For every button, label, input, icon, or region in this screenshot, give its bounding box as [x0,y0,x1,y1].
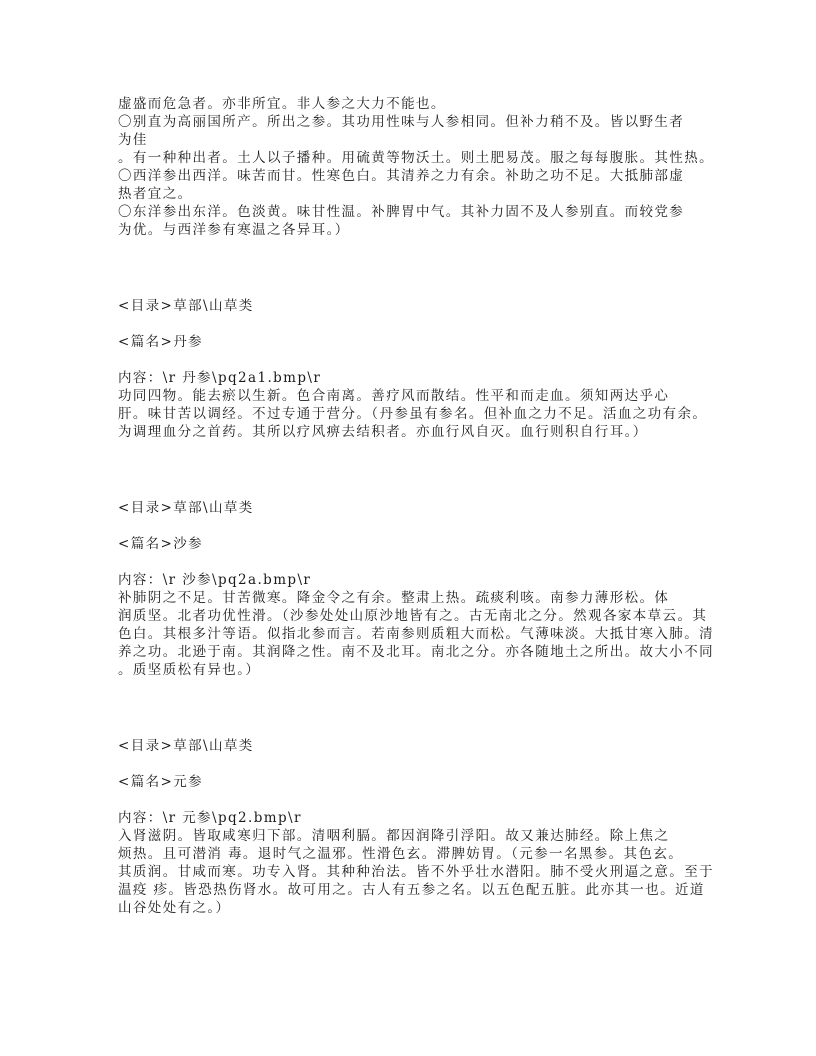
entry-title: <篇名>元参 [118,774,204,790]
text-line: 。有一种种出者。土人以子播种。用硫黄等物沃土。则土肥易茂。服之每每腹胀。其性热。 [118,150,714,166]
entry-title: <篇名>丹参 [118,334,204,350]
text-line: 〇东洋参出东洋。色淡黄。味甘性温。补脾胃中气。其补力固不及人参别直。而较党参 [118,204,685,220]
catalog-heading: <目录>草部\山草类 [118,500,254,516]
text-line: 为调理血分之首药。其所以疗风痹去结积者。亦血行风自灭。血行则积自行耳。） [118,424,648,440]
entry-danshen [118,297,718,441]
content-head: 内容：\r 元参\pq2.bmp\r [118,810,302,826]
text-line: 色白。其根多汁等语。似指北参而言。若南参则质粗大而松。气薄味淡。大抵甘寒入肺。清 [118,626,714,642]
entry-title: <篇名>沙参 [118,536,204,552]
intro-block [118,95,718,239]
content-head: 内容：\r 丹参\pq2a1.bmp\r [118,370,322,386]
text-line: 肝。味甘苦以调经。不过专通于营分。（丹参虽有参名。但补血之力不足。活血之功有余。 [118,406,708,422]
text-line: 为佳 [118,132,148,148]
catalog-heading: <目录>草部\山草类 [118,298,254,314]
document-page [118,95,718,917]
text-line: 其质润。甘咸而寒。功专入肾。其种种治法。皆不外乎壮水潜阳。肺不受火刑逼之意。至于 [118,864,714,880]
text-line: 〇别直为高丽国所产。所出之参。其功用性味与人参相同。但补力稍不及。皆以野生者 [118,114,685,130]
text-line: 功同四物。能去瘀以生新。色合南离。善疗风而散结。性平和而走血。须知两达乎心 [118,388,670,404]
entry-shashen [118,499,718,679]
content-head: 内容：\r 沙参\pq2a.bmp\r [118,572,312,588]
text-line: 〇西洋参出西洋。味苦而甘。性寒色白。其清养之力有余。补助之功不足。大抵肺部虚 [118,168,685,184]
text-line: 入肾滋阴。皆取咸寒归下部。清咽利膈。都因润降引浮阳。故又兼达肺经。除上焦之 [118,828,670,844]
text-line: 烦热。且可潜消 毒。退时气之温邪。性滑色玄。滞脾妨胃。（元参一名黑参。其色玄。 [118,846,684,862]
text-line: 。质坚质松有异也。） [118,662,261,678]
text-line: 补肺阴之不足。甘苦微寒。降金令之有余。整肃上热。疏痰利咳。南参力薄形松。体 [118,590,670,606]
text-line: 山谷处处有之。） [118,900,231,916]
text-line: 为优。与西洋参有寒温之各异耳。） [118,222,350,238]
text-line: 虚盛而危急者。亦非所宜。非人参之大力不能也。 [118,96,446,112]
text-line: 润质坚。北者功优性滑。（沙参处处山原沙地皆有之。古无南北之分。然观各家本草云。其 [118,608,708,624]
catalog-heading: <目录>草部\山草类 [118,738,254,754]
text-line: 热者宜之。 [118,186,193,202]
entry-yuanshen [118,737,718,917]
text-line: 温疫 疹。皆恐热伤肾水。故可用之。古人有五参之名。以五色配五脏。此亦其一也。近道 [118,882,705,898]
text-line: 养之功。北逊于南。其润降之性。南不及北耳。南北之分。亦各随地土之所出。故大小不同 [118,644,714,660]
